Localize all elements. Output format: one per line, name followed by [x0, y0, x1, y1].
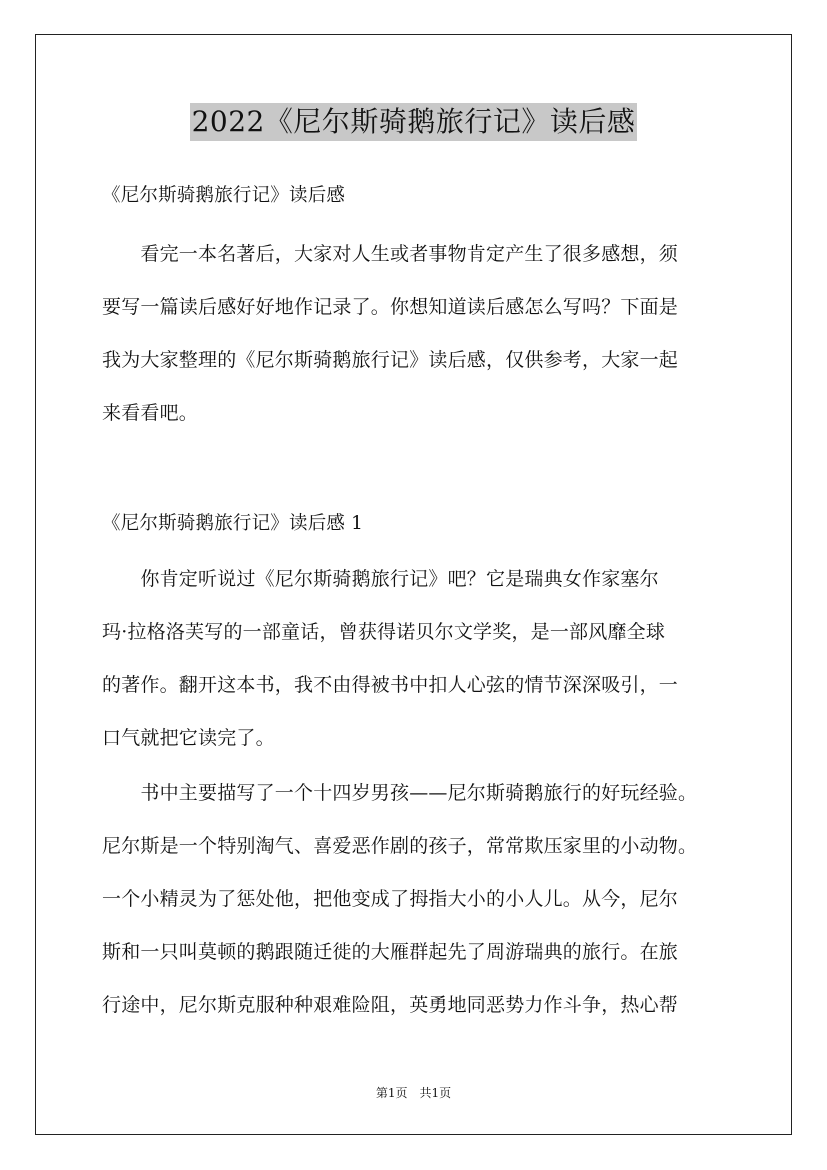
- intro-line: 我为大家整理的《尼尔斯骑鹅旅行记》读后感，仅供参考，大家一起: [102, 349, 679, 371]
- page-footer: 第1页 共1页: [375, 1086, 452, 1100]
- paragraph-line: 你肯定听说过《尼尔斯骑鹅旅行记》吧？它是瑞典女作家塞尔: [102, 568, 659, 590]
- paragraph-line: 一个小精灵为了惩处他，把他变成了拇指大小的小人儿。从今，尼尔: [102, 888, 679, 910]
- paragraph-line: 斯和一只叫莫顿的鹅跟随迁徙的大雁群起先了周游瑞典的旅行。在旅: [102, 941, 679, 963]
- subtitle: 《尼尔斯骑鹅旅行记》读后感: [102, 185, 346, 206]
- paragraph-line: 玛·拉格洛芙写的一部童话，曾获得诺贝尔文学奖，是一部风靡全球: [102, 621, 666, 643]
- paragraph-line: 书中主要描写了一个十四岁男孩——尼尔斯骑鹅旅行的好玩经验。: [102, 782, 698, 804]
- intro-line: 来看看吧。: [102, 402, 199, 424]
- paragraph-line: 行途中，尼尔斯克服种种艰难险阻，英勇地同恶势力作斗争，热心帮: [102, 994, 679, 1016]
- title-container: [0, 103, 827, 141]
- paragraph-line: 口气就把它读完了。: [102, 727, 275, 749]
- paragraph-line: 的著作。翻开这本书，我不由得被书中扣人心弦的情节深深吸引，一: [102, 674, 679, 696]
- paragraph-line: 尼尔斯是一个特别淘气、喜爱恶作剧的孩子，常常欺压家里的小动物。: [102, 835, 698, 857]
- intro-line: 要写一篇读后感好好地作记录了。你想知道读后感怎么写吗？下面是: [102, 296, 679, 318]
- intro-line: 看完一本名著后，大家对人生或者事物肯定产生了很多感想，须: [102, 243, 679, 265]
- document-title: 2022《尼尔斯骑鹅旅行记》读后感: [190, 103, 638, 141]
- section-heading: 《尼尔斯骑鹅旅行记》读后感 1: [102, 513, 364, 534]
